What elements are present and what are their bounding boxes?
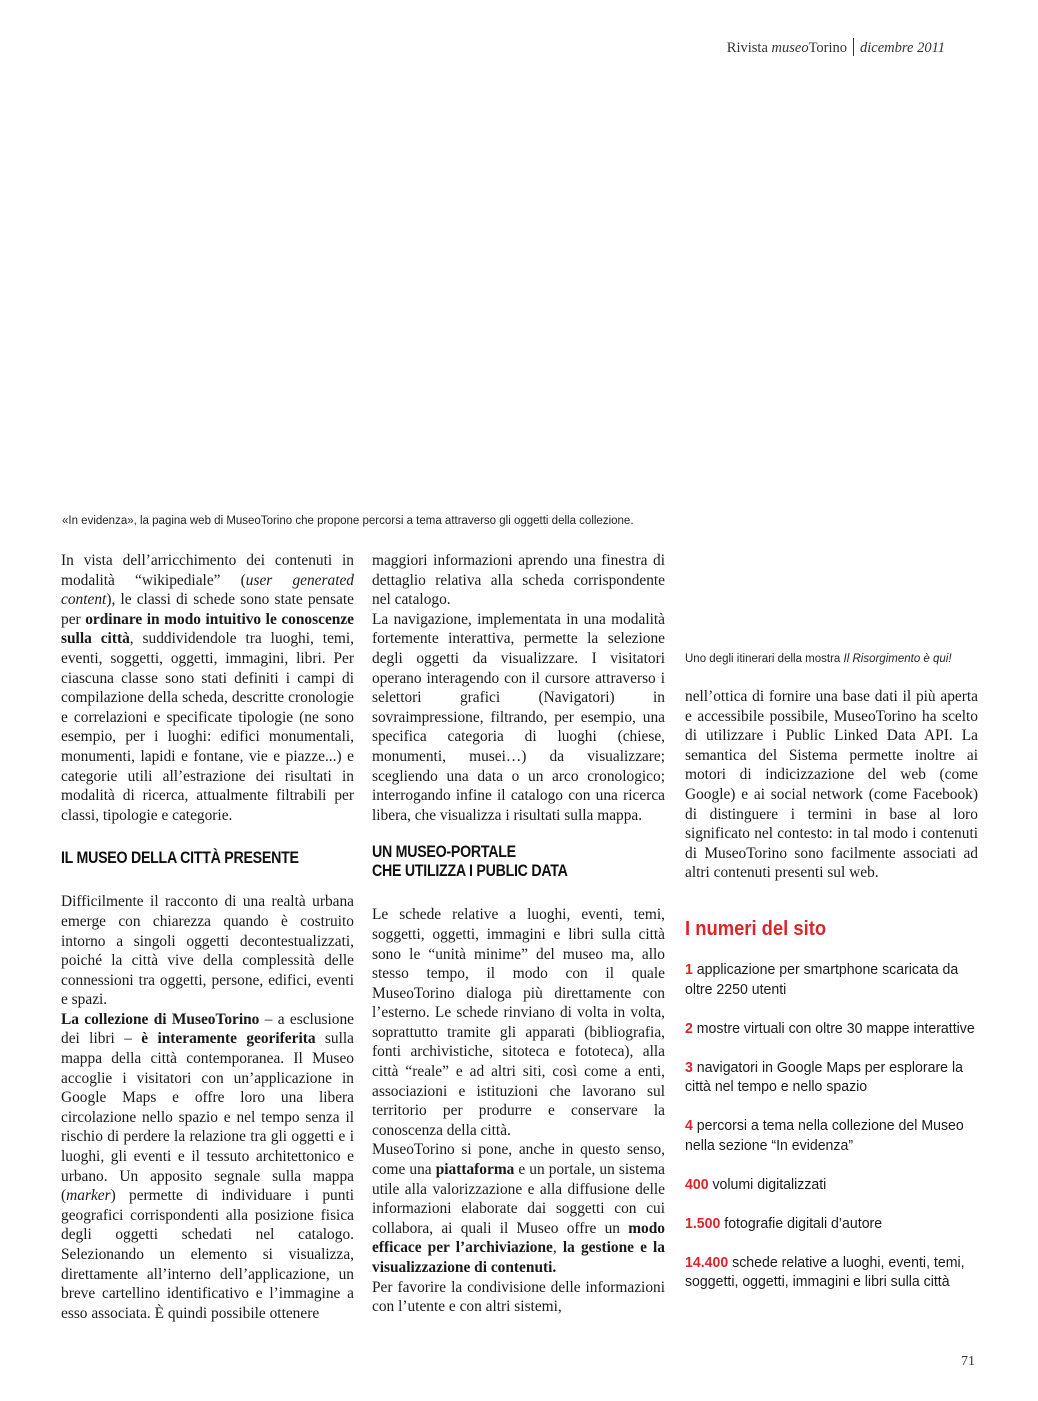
number-item	[685, 1175, 983, 1195]
side-caption-text: Uno degli itinerari della mostra	[685, 653, 844, 665]
number-value: 1.500	[685, 1214, 721, 1232]
paragraph	[61, 551, 354, 825]
header-brand-italic: museo	[771, 40, 809, 56]
text-run: MuseoTorino si pone, anche in questo senso, come una	[372, 1141, 665, 1179]
number-value: 3	[685, 1058, 693, 1076]
number-value: 2	[685, 1019, 693, 1037]
number-item	[685, 1019, 983, 1039]
text-run-italic: user generated content	[61, 571, 354, 609]
number-text: mostre virtuali con oltre 30 mappe interattive	[692, 1019, 975, 1037]
paragraph: Difficilmente il racconto di una realtà urbana emerge con chiarezza quando è costruito intorno a singoli oggetti decontestualizzati, poiché la città vive della complessità delle connessioni tra oggetti, persone, edifici, eventi e spazi.	[61, 893, 354, 1009]
text-run: sulla mappa della città contemporanea. Il Museo accoglie i visitatori con un’applicazione in Google Maps e offre loro una libera circolazione nello spazio e nel tempo senza il rischio di perdere la relazione tra gli oggetti e i luoghi, gli eventi e il tessuto architettonico e urbano. Un apposito segnale sulla mappa (	[61, 1030, 354, 1205]
text-run-italic: marker	[66, 1187, 111, 1205]
number-item	[685, 960, 983, 999]
side-caption-italic: Il Risorgimento è qui!	[843, 653, 952, 665]
text-run-bold: modo efficace per l’archiviazione	[372, 1219, 665, 1257]
text-run: ,	[552, 1239, 563, 1257]
section-heading: IL MUSEO DELLA CITTÀ PRESENTE	[61, 849, 299, 868]
number-item	[685, 1058, 983, 1097]
text-run: – a esclusione dei libri –	[61, 1010, 354, 1048]
text-run: ), le classi di schede sono state pensate per	[61, 591, 354, 628]
paragraph	[61, 1010, 354, 1324]
paragraph: Le schede relative a luoghi, eventi, temi, soggetti, oggetti, immagini e libri sulla città sono le “unità minime” del museo ma, allo stesso tempo, il modo con il quale MuseoTorino dialoga più direttamente con l’esterno. Le schede rinviano di volta in volta, soprattutto tramite gli apparati (bibliografia, fonti archivistiche, sitoteca e fototeca), alla città “reale” e ad altri siti, così come a enti, associazioni e istituzioni che lavorano sul territorio per produrre e conservare la conoscenza della città.	[372, 906, 665, 1139]
header-date: dicembre 2011	[860, 40, 945, 56]
text-run-bold: ordinare in modo intuitivo le conoscenze sulla città	[61, 610, 354, 648]
header-prefix: Rivista	[726, 40, 772, 56]
number-text: fotografie digitali d’autore	[720, 1214, 883, 1232]
text-run-bold: piattaforma	[435, 1161, 515, 1179]
section-heading	[372, 843, 624, 881]
text-run-bold: è interamente georiferita	[141, 1030, 316, 1048]
figure-caption: «In evidenza», la pagina web di MuseoTorino che propone percorsi a tema attraverso gli oggetti della collezione.	[62, 515, 634, 527]
text-run-bold: La collezione di MuseoTorino	[61, 1010, 260, 1028]
numbers-title: I numeri del sito	[685, 918, 827, 940]
text-run: ) permette di individuare i punti geografici corrispondenti alla posizione fisica degli oggetti schedati nel catalogo. Selezionando un elemento si visualizza, direttamente all’interno dell’applicazione, un breve cartellino identificativo e l’immagine a esso associata. È quindi possibile ottenere	[61, 1187, 354, 1322]
number-text: volumi digitalizzati	[708, 1175, 827, 1193]
paragraph: nell’ottica di fornire una base dati il più aperta e accessibile possibile, MuseoTorino ha scelto di utilizzare i Public Linked Data API. La semantica del Sistema permette inoltre ai motori di indicizzazione del web (come Google) e ai social network (come Facebook) di distinguere i termini in base al loro significato nel contesto: in tal modo i contenuti di MuseoTorino sono facilmente associati ad altri contenuti presenti sul web.	[685, 688, 978, 882]
text-run: , suddividendole tra luoghi, temi, eventi, soggetti, oggetti, immagini, libri. Per ciascuna classe sono stati definiti i campi di compilazione della scheda, descritte cronologie e correlazioni e specificate tipologie (ne sono esempio, per i luoghi: edifici monumentali, monumenti, lapidi e fontane, vie e piazze...) e categorie utili all’estrazione dei risultati in modalità di ricerca, attualmente filtrabili per classi, tipologie e categorie.	[61, 630, 354, 824]
number-item	[685, 1214, 983, 1234]
paragraph: Per favorire la condivisione delle informazioni con l’utente e con altri sistemi,	[372, 1278, 665, 1316]
number-text: percorsi a tema nella collezione del Museo nella sezione “In evidenza”	[685, 1117, 964, 1154]
number-value: 1	[685, 961, 693, 978]
side-figure-caption	[685, 653, 952, 665]
header-brand: Torino	[808, 40, 848, 56]
text-column-2	[372, 551, 665, 1317]
header-separator	[853, 38, 854, 56]
number-value: 14.400	[685, 1253, 729, 1271]
paragraph: maggiori informazioni aprendo una finestra di dettaglio relativa alla scheda corrispondente nel catalogo.	[372, 552, 665, 609]
figure-placeholder	[60, 80, 980, 500]
paragraph	[372, 1140, 665, 1277]
paragraph: La navigazione, implementata in una modalità fortemente interattiva, permette la selezione degli oggetti da visualizzare. I visitatori operano interagendo con il cursore attraverso i selettori grafici (Navigatori) in sovraimpressione, filtrando, per esempio, una specifica categoria di luoghi (chiese, monumenti, musei…) da visualizzare; scegliendo una data o un arco cronologico; interrogando infine il catalogo con una ricerca libera, che visualizza i risultati sulla mappa.	[372, 610, 665, 824]
page-number: 71	[961, 1354, 975, 1369]
text-run-bold: la gestione e la visualizzazione di contenuti.	[372, 1239, 665, 1276]
number-item	[685, 1116, 983, 1155]
number-value: 400	[685, 1175, 709, 1193]
heading-line: UN MUSEO-PORTALE	[372, 843, 516, 862]
running-header	[727, 38, 945, 57]
number-value: 4	[685, 1117, 693, 1134]
heading-line: CHE UTILIZZA I PUBLIC DATA	[372, 862, 568, 881]
numbers-list	[685, 960, 985, 1311]
number-text: navigatori in Google Maps per esplorare la città nel tempo e nello spazio	[685, 1058, 963, 1095]
text-column-1	[61, 551, 354, 1323]
number-text: schede relative a luoghi, eventi, temi, soggetti, oggetti, immagini e libri sulla città	[685, 1253, 965, 1290]
text-column-3	[685, 687, 978, 883]
number-item	[685, 1253, 983, 1292]
number-text: applicazione per smartphone scaricata da oltre 2250 utenti	[685, 961, 959, 998]
text-run: e un portale, un sistema utile alla valorizzazione e alla diffusione delle informazioni elaborate dai soggetti con cui collabora, ai quali il Museo offre un	[372, 1161, 666, 1237]
text-run: In vista dell’arricchimento dei contenuti in modalità “wikipediale” (	[61, 552, 354, 589]
